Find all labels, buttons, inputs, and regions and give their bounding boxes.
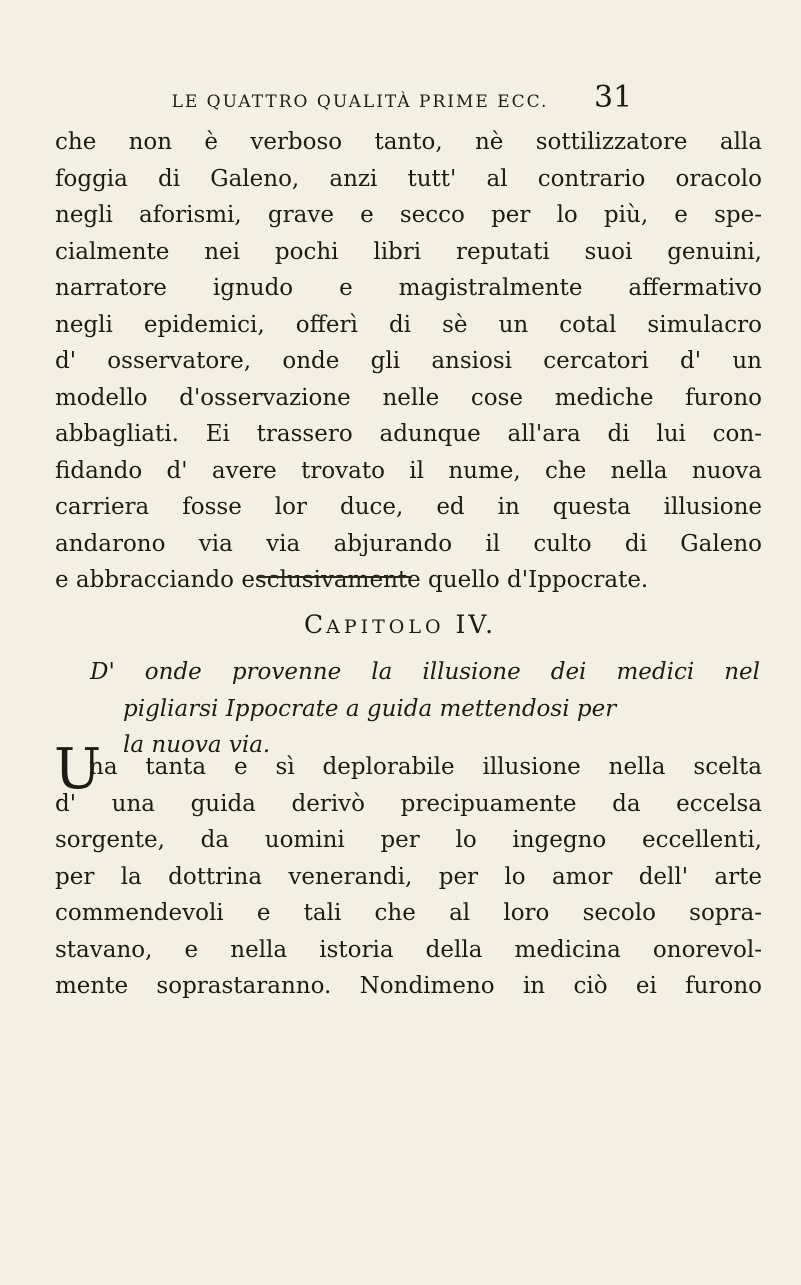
chapter-word: APITOLO bbox=[326, 616, 445, 638]
text-line: carriera fosse lor duce, ed in questa illusione bbox=[55, 494, 762, 520]
text-line: negli epidemici, offerì di sè un cotal simulacro bbox=[55, 311, 762, 338]
text-line: d' una guida derivò precipuamente da eccelsa bbox=[55, 790, 762, 817]
paragraph-1 bbox=[55, 124, 762, 599]
text-line: d' osservatore, onde gli ansiosi cercatori d' un bbox=[55, 348, 762, 374]
section-divider bbox=[258, 576, 412, 578]
text-line: che non è verboso tanto, nè sottilizzatore alla bbox=[55, 129, 762, 155]
text-line: na tanta e sì deplorabile illusione nella scelta bbox=[89, 754, 762, 780]
paragraph-2 bbox=[55, 749, 762, 1005]
text-line: commendevoli e tali che al loro secolo sopra- bbox=[55, 900, 762, 926]
text-line: modello d'osservazione nelle cose mediche furono bbox=[55, 384, 762, 411]
text-line: foggia di Galeno, anzi tutt' al contrario oracolo bbox=[55, 165, 762, 192]
chapter-initial: C bbox=[303, 610, 327, 639]
text-line: cialmente nei pochi libri reputati suoi genuini, bbox=[55, 238, 762, 265]
running-head: LE QUATTRO QUALITÀ PRIME ECC. bbox=[171, 92, 549, 112]
text-line: narratore ignudo e magistralmente affermativo bbox=[55, 275, 762, 301]
subtitle-line: pigliarsi Ippocrate a guida mettendosi per bbox=[123, 695, 617, 722]
chapter-subtitle bbox=[90, 654, 760, 764]
page-number: 31 bbox=[594, 80, 633, 115]
chapter-heading bbox=[215, 610, 585, 639]
text-line: mente soprastaranno. Nondimeno in ciò ei furono bbox=[55, 973, 762, 999]
subtitle-line: D' onde provenne la illusione dei medici nel bbox=[90, 659, 760, 685]
text-line: fidando d' avere trovato il nume, che nella nuova bbox=[55, 457, 762, 484]
subtitle-line: la nuova via. bbox=[123, 732, 271, 758]
text-line: e abbracciando esclusivamente quello d'Ippocrate. bbox=[55, 567, 649, 593]
text-line: andarono via via abjurando il culto di Galeno bbox=[55, 530, 762, 557]
chapter-number: IV. bbox=[455, 610, 497, 639]
text-line: abbagliati. Ei trassero adunque all'ara di lui con- bbox=[55, 421, 762, 447]
drop-cap: U bbox=[54, 737, 102, 802]
text-line: stavano, e nella istoria della medicina onorevol- bbox=[55, 936, 762, 963]
text-line: per la dottrina venerandi, per lo amor dell' arte bbox=[55, 863, 762, 890]
text-line: negli aforismi, grave e secco per lo più, e spe- bbox=[55, 202, 762, 228]
text-line: sorgente, da uomini per lo ingegno eccellenti, bbox=[55, 827, 762, 853]
